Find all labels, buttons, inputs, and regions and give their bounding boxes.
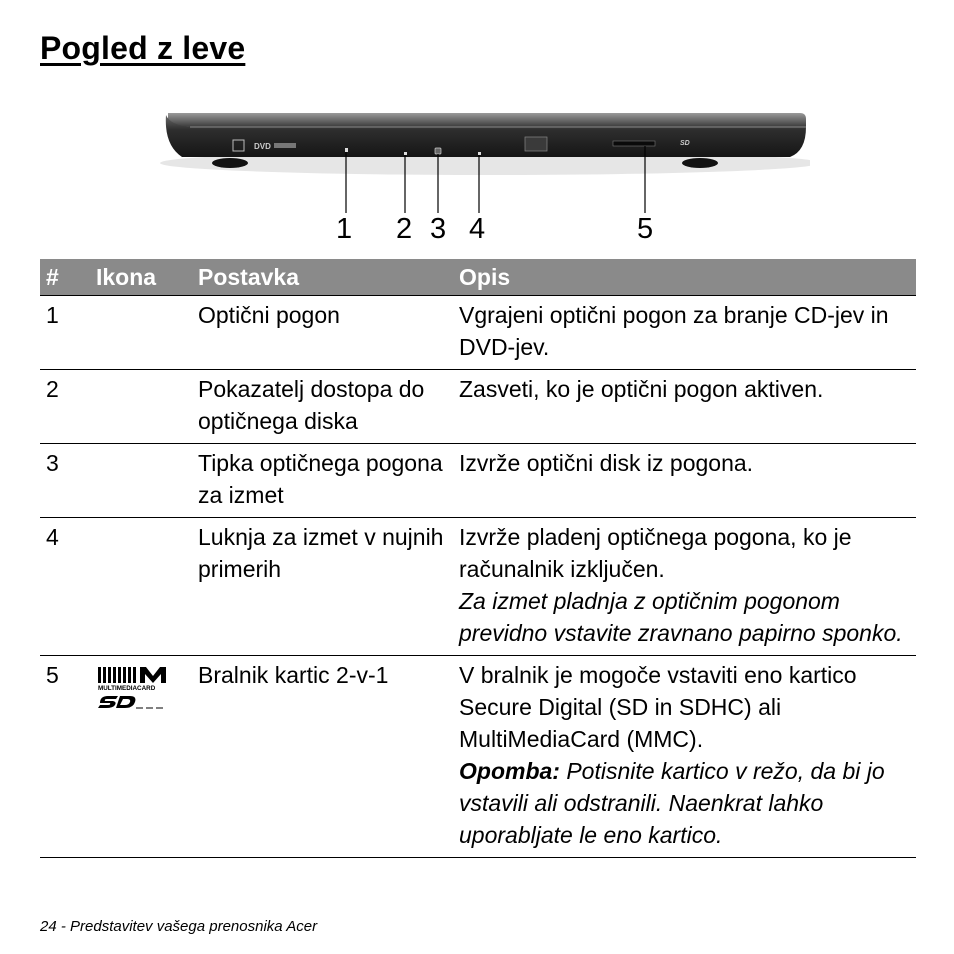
row-desc [453,656,916,858]
laptop-foot [682,158,718,168]
sd-logo-icon [98,696,118,708]
optical-drive-marker [345,148,348,152]
row-num: 5 [40,656,90,858]
row-icon [90,518,192,656]
callout-number: 4 [469,213,486,245]
row-item: Optični pogon [192,296,453,370]
callout-number: 2 [396,213,413,245]
row-num: 2 [40,370,90,444]
row-item: Pokazatelj dostopa do optičnega diska [192,370,453,444]
table-row [40,444,916,518]
callout-number: 1 [336,213,353,245]
ports-table [40,259,916,858]
row-item: Bralnik kartic 2-v-1 [192,656,453,858]
table-row [40,518,916,656]
laptop-foot [212,158,248,168]
page-title: Pogled z leve [40,30,246,66]
note-label: Opomba: [459,758,560,784]
row-desc-text: Izvrže pladenj optičnega pogona, ko je računalnik izključen. [459,524,852,582]
row-item: Tipka optičnega pogona za izmet [192,444,453,518]
row-desc [453,518,916,656]
row-icon [90,296,192,370]
row-icon [90,656,192,858]
row-num: 1 [40,296,90,370]
row-num: 3 [40,444,90,518]
row-desc: Zasveti, ko je optični pogon aktiven. [453,370,916,444]
sd-logo: SD [680,140,690,147]
row-icon [90,444,192,518]
dvd-logo-bar [274,143,296,148]
row-note [459,755,912,851]
optical-drive-tray-icon [525,137,547,151]
row-desc: Vgrajeni optični pogon za branje CD-jev in DVD-jev. [453,296,916,370]
mmc-sd-card-icon [96,665,172,709]
row-icon [90,370,192,444]
row-num: 4 [40,518,90,656]
table-row [40,656,916,858]
header-item: Postavka [192,259,453,296]
mmc-icon-label: MULTIMEDIACARD [98,685,156,692]
table-row [40,296,916,370]
callout-number: 5 [637,213,654,245]
row-desc-text: V bralnik je mogoče vstaviti eno kartico Secure Digital (SD in SDHC) ali MultiMediaCard (MMC). [459,662,857,752]
laptop-lid [168,113,806,127]
page-footer: 24 - Predstavitev vašega prenosnika Acer [40,918,318,935]
card-reader-slot [613,141,655,146]
row-desc: Izvrže optični disk iz pogona. [453,444,916,518]
table-row [40,370,916,444]
note-text: Potisnite kartico v režo, da bi jo vstavili ali odstranili. Naenkrat lahko uporabljate le eno kartico. [459,758,885,848]
emergency-eject-hole [478,152,481,155]
table-header-row [40,259,916,296]
row-note: Za izmet pladnja z optičnim pogonom previdno vstavite zravnano papirno sponko. [459,588,903,646]
callout-number: 3 [430,213,447,245]
header-desc: Opis [453,259,916,296]
header-num: # [40,259,90,296]
header-icon: Ikona [90,259,192,296]
dvd-logo: DVD [254,142,271,151]
eject-button [435,148,441,154]
row-item: Luknja za izmet v nujnih primerih [192,518,453,656]
access-indicator [404,152,407,155]
